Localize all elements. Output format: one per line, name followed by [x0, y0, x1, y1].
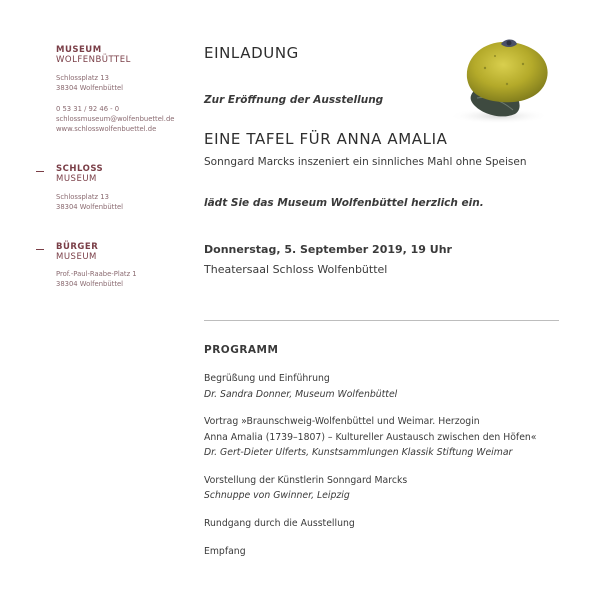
program-speaker-welcome: Dr. Sandra Donner, Museum Wolfenbüttel — [204, 389, 398, 400]
program-speaker-artist: Schnuppe von Gwinner, Leipzig — [204, 490, 350, 501]
program-item-tour: Rundgang durch die Ausstellung — [204, 518, 355, 529]
buerger-name-bold: BÜRGER — [56, 242, 99, 252]
schloss-name-sub: MUSEUM — [56, 174, 97, 184]
buerger-address-street: Prof.-Paul-Raabe-Platz 1 — [56, 270, 137, 278]
schloss-address-city: 38304 Wolfenbüttel — [56, 203, 124, 211]
program-item-artist: Vorstellung der Künstlerin Sonngard Marcks — [204, 475, 408, 486]
occasion-line: Zur Eröffnung der Ausstellung — [204, 94, 384, 106]
schloss-name-bold: SCHLOSS — [56, 164, 104, 174]
program-heading: PROGRAMM — [204, 344, 279, 356]
exhibition-subtitle: Sonngard Marcks inszeniert ein sinnliches Mahl ohne Speisen — [204, 156, 527, 168]
event-date: Donnerstag, 5. September 2019, 19 Uhr — [204, 243, 452, 256]
museum-phone: 0 53 31 / 92 46 - 0 — [56, 105, 120, 113]
event-venue: Theatersaal Schloss Wolfenbüttel — [204, 263, 388, 276]
buerger-name-sub: MUSEUM — [56, 252, 97, 262]
museum-name-sub: WOLFENBÜTTEL — [56, 55, 131, 65]
museum-address-street: Schlossplatz 13 — [56, 74, 109, 82]
program-speaker-lecture: Dr. Gert-Dieter Ulferts, Kunstsammlungen Klassik Stiftung Weimar — [204, 447, 513, 458]
buerger-address-city: 38304 Wolfenbüttel — [56, 280, 124, 288]
schloss-dash — [36, 171, 44, 172]
page-title: EINLADUNG — [204, 44, 299, 62]
schloss-address-street: Schlossplatz 13 — [56, 193, 109, 201]
program-item-lecture-2: Anna Amalia (1739–1807) – Kultureller Austausch zwischen den Höfen« — [204, 432, 537, 443]
museum-email[interactable]: schlossmuseum@wolfenbuettel.de — [56, 115, 175, 123]
lemon-illustration — [437, 34, 557, 126]
museum-website[interactable]: www.schlosswolfenbuettel.de — [56, 125, 157, 133]
exhibition-title: EINE TAFEL FÜR ANNA AMALIA — [204, 130, 448, 148]
buerger-dash — [36, 249, 44, 250]
program-item-reception: Empfang — [204, 546, 246, 557]
museum-address-city: 38304 Wolfenbüttel — [56, 84, 124, 92]
invite-line: lädt Sie das Museum Wolfenbüttel herzlich ein. — [204, 197, 484, 209]
section-divider — [204, 320, 559, 321]
program-item-welcome: Begrüßung und Einführung — [204, 373, 330, 384]
museum-name-bold: MUSEUM — [56, 45, 102, 55]
program-item-lecture-1: Vortrag »Braunschweig-Wolfenbüttel und Weimar. Herzogin — [204, 416, 480, 427]
